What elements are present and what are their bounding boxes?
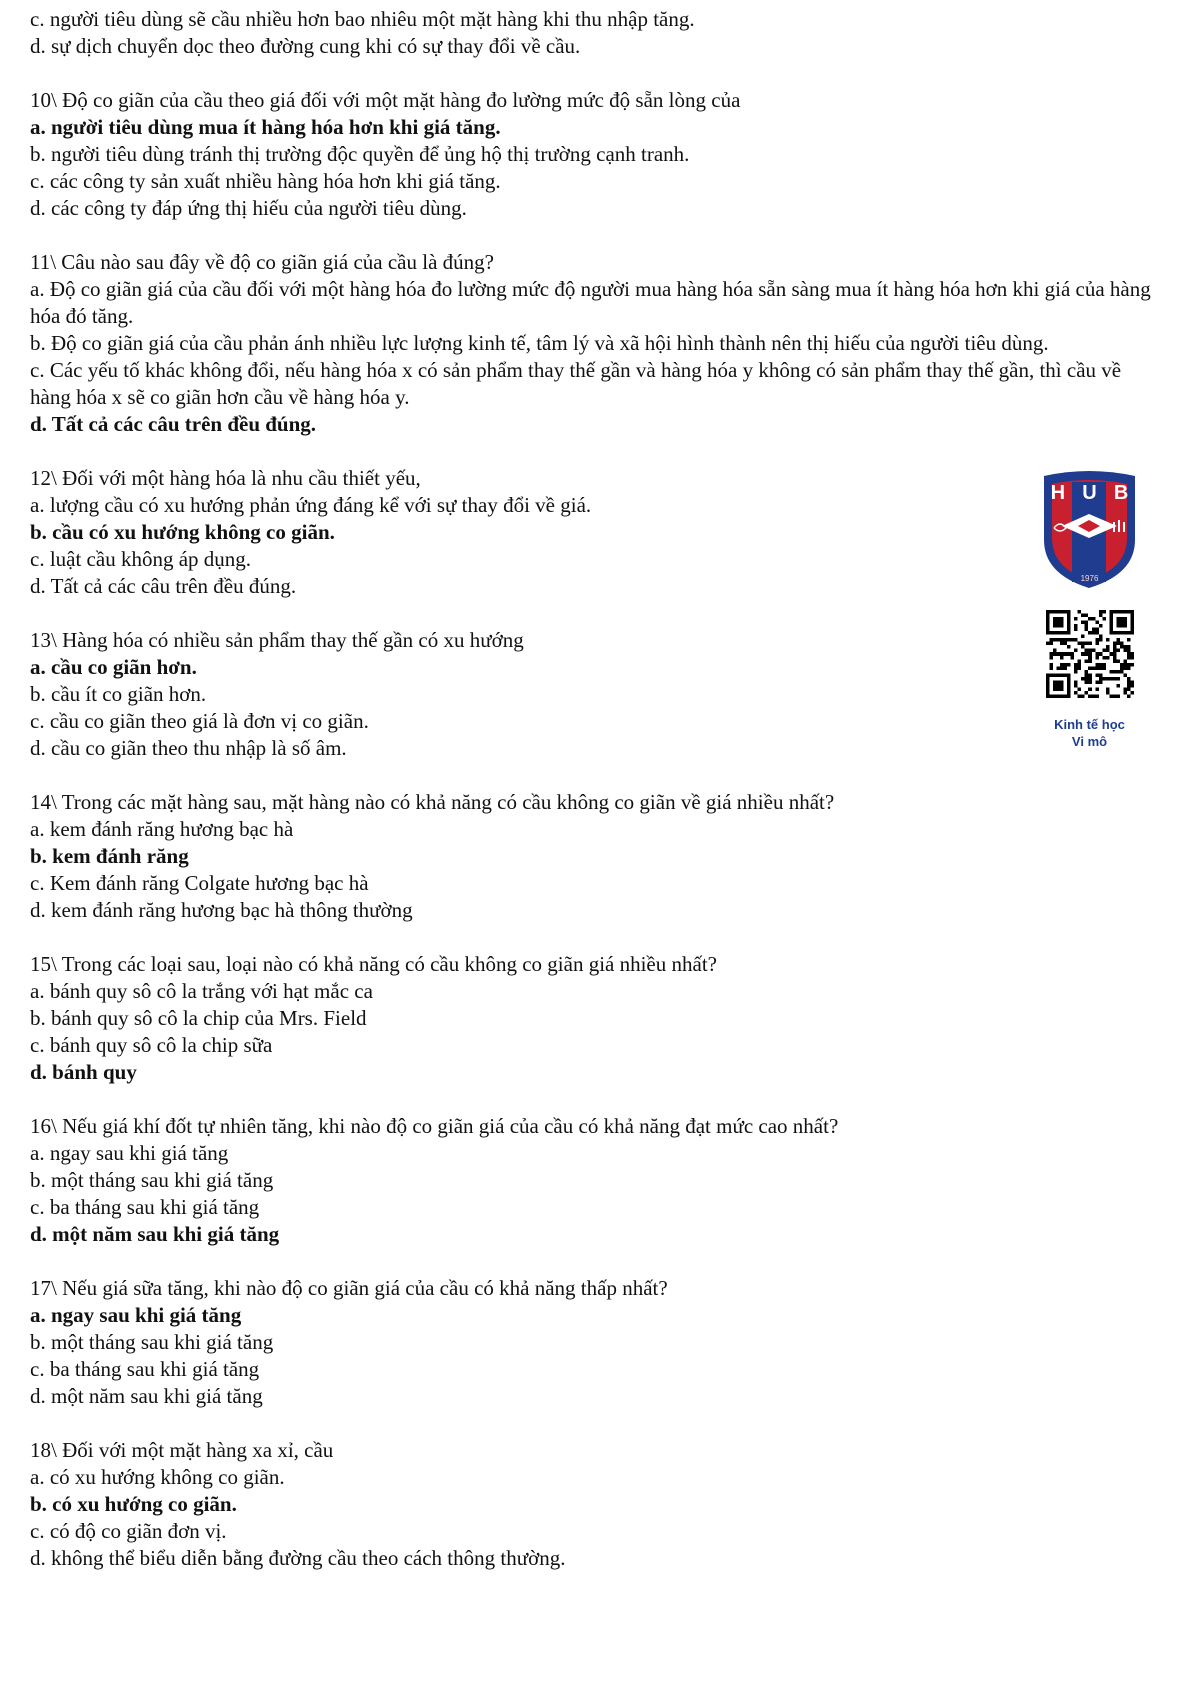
- text-line: 16\ Nếu giá khí đốt tự nhiên tăng, khi nào độ co giãn giá của cầu có khả năng đạt mức cao nhất?: [30, 1114, 839, 1138]
- answer-line-correct: b. cầu có xu hướng không co giãn.: [30, 520, 335, 544]
- course-caption-line2: Vi mô: [1071, 734, 1108, 749]
- text-line: d. kem đánh răng hương bạc hà thông thường: [30, 898, 413, 922]
- text-line: 14\ Trong các mặt hàng sau, mặt hàng nào có khả năng có cầu không co giãn về giá nhiều nhất?: [30, 790, 835, 814]
- shield-letter-u: U: [1082, 482, 1097, 504]
- blank-line: [30, 222, 1160, 249]
- text-line: d. sự dịch chuyển dọc theo đường cung khi có sự thay đổi về cầu.: [30, 34, 581, 58]
- text-line: 15\ Trong các loại sau, loại nào có khả năng có cầu không co giãn giá nhiều nhất?: [30, 952, 717, 976]
- text-line: b. một tháng sau khi giá tăng: [30, 1168, 274, 1192]
- text-line: c. cầu co giãn theo giá là đơn vị co giãn.: [30, 709, 369, 733]
- blank-line: [30, 1086, 1160, 1113]
- text-line: c. có độ co giãn đơn vị.: [30, 1519, 227, 1543]
- text-line: b. người tiêu dùng tránh thị trường độc quyền để ủng hộ thị trường cạnh tranh.: [30, 142, 690, 166]
- text-line: d. một năm sau khi giá tăng: [30, 1384, 263, 1408]
- answer-line-correct: d. bánh quy: [30, 1060, 137, 1084]
- text-line: d. không thể biểu diễn bằng đường cầu theo cách thông thường.: [30, 1546, 566, 1570]
- text-line: a. ngay sau khi giá tăng: [30, 1141, 229, 1165]
- blank-line: [30, 438, 1160, 465]
- text-line: b. Độ co giãn giá của cầu phản ánh nhiều lực lượng kinh tế, tâm lý và xã hội hình thành nên thị hiếu của người tiêu dùng.: [30, 331, 1049, 355]
- shield-letters: [1042, 482, 1137, 505]
- text-line: c. Kem đánh răng Colgate hương bạc hà: [30, 871, 369, 895]
- blank-line: [30, 600, 1160, 627]
- text-line: b. bánh quy sô cô la chip của Mrs. Field: [30, 1006, 367, 1030]
- text-line: d. cầu co giãn theo thu nhập là số âm.: [30, 736, 347, 760]
- answer-line-correct: a. ngay sau khi giá tăng: [30, 1303, 242, 1327]
- text-line: c. người tiêu dùng sẽ cầu nhiều hơn bao nhiêu một mặt hàng khi thu nhập tăng.: [30, 7, 695, 31]
- text-line: 10\ Độ co giãn của cầu theo giá đối với một mặt hàng đo lường mức độ sẵn lòng của: [30, 88, 741, 112]
- shield-letter-h: H: [1050, 482, 1066, 504]
- blank-line: [30, 1248, 1160, 1275]
- text-line: d. Tất cả các câu trên đều đúng.: [30, 574, 297, 598]
- text-line: a. bánh quy sô cô la trắng với hạt mắc ca: [30, 979, 373, 1003]
- answer-line-correct: b. có xu hướng co giãn.: [30, 1492, 237, 1516]
- answer-line-correct: a. cầu co giãn hơn.: [30, 655, 197, 679]
- answer-line-correct: a. người tiêu dùng mua ít hàng hóa hơn khi giá tăng.: [30, 115, 501, 139]
- qr-code-icon: [1046, 610, 1134, 698]
- text-line: b. một tháng sau khi giá tăng: [30, 1330, 274, 1354]
- answer-line-correct: b. kem đánh răng: [30, 844, 189, 868]
- document-body: [30, 6, 1160, 1572]
- answer-line-correct: d. một năm sau khi giá tăng: [30, 1222, 280, 1246]
- text-line: a. có xu hướng không co giãn.: [30, 1465, 285, 1489]
- text-line: b. cầu ít co giãn hơn.: [30, 682, 207, 706]
- text-line: a. lượng cầu có xu hướng phản ứng đáng kể với sự thay đổi về giá.: [30, 493, 592, 517]
- text-line: 17\ Nếu giá sữa tăng, khi nào độ co giãn giá của cầu có khả năng thấp nhất?: [30, 1276, 668, 1300]
- course-caption: [1042, 716, 1137, 750]
- text-line: a. kem đánh răng hương bạc hà: [30, 817, 294, 841]
- hub-logo-panel: [1042, 470, 1137, 760]
- text-line: c. Các yếu tố khác không đổi, nếu hàng hóa x có sản phẩm thay thế gần và hàng hóa y không có sản phẩm thay thế gần, thì cầu về hàng hóa x sẽ co giãn hơn cầu về hàng hóa y.: [30, 358, 1122, 409]
- text-line: 13\ Hàng hóa có nhiều sản phẩm thay thế gần có xu hướng: [30, 628, 524, 652]
- text-line: c. bánh quy sô cô la chip sữa: [30, 1033, 273, 1057]
- text-line: c. luật cầu không áp dụng.: [30, 547, 252, 571]
- text-line: 18\ Đối với một mặt hàng xa xỉ, cầu: [30, 1438, 334, 1462]
- shield-year: 1976: [1080, 574, 1099, 583]
- blank-line: [30, 924, 1160, 951]
- text-line: a. Độ co giãn giá của cầu đối với một hàng hóa đo lường mức độ người mua hàng hóa sẵn sàng mua ít hàng hóa hơn khi giá của hàng hóa đó tăng.: [30, 277, 1151, 328]
- blank-line: [30, 1410, 1160, 1437]
- text-line: c. ba tháng sau khi giá tăng: [30, 1195, 260, 1219]
- answer-line-correct: d. Tất cả các câu trên đều đúng.: [30, 412, 317, 436]
- text-line: d. các công ty đáp ứng thị hiếu của người tiêu dùng.: [30, 196, 467, 220]
- text-line: c. các công ty sản xuất nhiều hàng hóa hơn khi giá tăng.: [30, 169, 501, 193]
- text-line: 11\ Câu nào sau đây về độ co giãn giá của cầu là đúng?: [30, 250, 494, 274]
- blank-line: [30, 60, 1160, 87]
- course-caption-line1: Kinh tế học: [1054, 717, 1125, 732]
- shield-letter-b: B: [1113, 482, 1129, 504]
- text-line: c. ba tháng sau khi giá tăng: [30, 1357, 260, 1381]
- blank-line: [30, 762, 1160, 789]
- text-line: 12\ Đối với một hàng hóa là nhu cầu thiết yếu,: [30, 466, 421, 490]
